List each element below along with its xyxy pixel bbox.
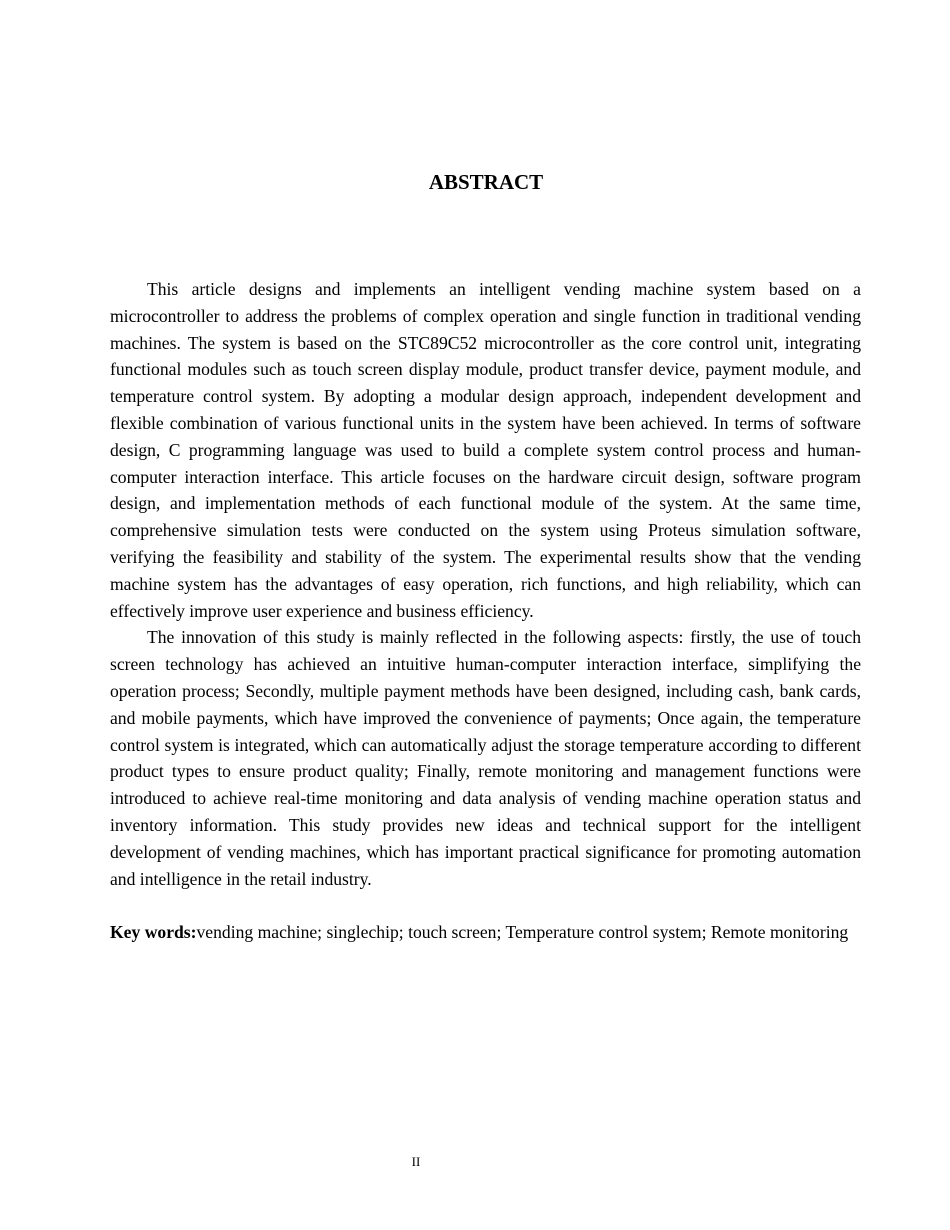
abstract-paragraph-1: This article designs and implements an intelligent vending machine system based on a microcontroller to address the problems of complex operation and single function in traditional vending machines. The system is based on the STC89C52 microcontroller as the core control unit, integrating functional modules such as touch screen display module, product transfer device, payment module, and temperature control system. By adopting a modular design approach, independent development and flexible combination of various functional units in the system have been achieved. In terms of software design, C programming language was used to build a complete system control process and human-computer interaction interface. This article focuses on the hardware circuit design, software program design, and implementation methods of each functional module of the system. At the same time, comprehensive simulation tests were conducted on the system using Proteus simulation software, verifying the feasibility and stability of the system. The experimental results show that the vending machine system has the advantages of easy operation, rich functions, and high reliability, which can effectively improve user experience and business efficiency.	[110, 279, 861, 621]
keywords	[110, 919, 861, 946]
page-number: II	[411, 1154, 421, 1169]
keywords-text: vending machine; singlechip; touch screen; Temperature control system; Remote monitoring	[196, 922, 849, 943]
abstract-title: ABSTRACT	[428, 170, 544, 194]
abstract-paragraph-2: The innovation of this study is mainly reflected in the following aspects: firstly, the use of touch screen technology has achieved an intuitive human-computer interaction interface, simplifying the operation process; Secondly, multiple payment methods have been designed, including cash, bank cards, and mobile payments, which have improved the convenience of payments; Once again, the temperature control system is integrated, which can automatically adjust the storage temperature according to different product types to ensure product quality; Finally, remote monitoring and management functions were introduced to achieve real-time monitoring and data analysis of vending machine operation status and inventory information. This study provides new ideas and technical support for the intelligent development of vending machines, which has important practical significance for promoting automation and intelligence in the retail industry.	[110, 627, 861, 889]
abstract-body	[110, 276, 861, 946]
keywords-label: Key words:	[110, 922, 197, 943]
